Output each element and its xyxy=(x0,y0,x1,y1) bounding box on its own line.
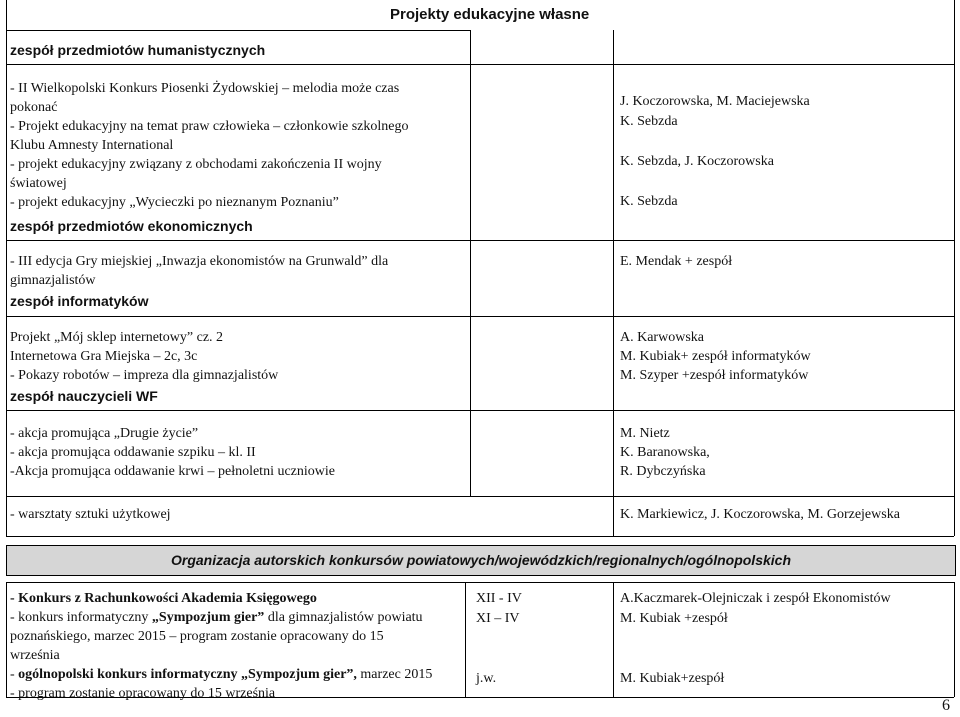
rule xyxy=(6,64,954,65)
person-entry: A.Kaczmarek-Olejniczak i zespół Ekonomistów xyxy=(620,591,891,606)
person-entry: M. Szyper +zespół informatyków xyxy=(620,368,809,383)
rule xyxy=(954,582,955,697)
informatics-items xyxy=(10,328,278,385)
competitions-people-3: M. Kubiak+zespół xyxy=(620,671,725,686)
competition-row-2-prefix: - konkurs informatyczny xyxy=(10,610,152,625)
person-entry: M. Nietz xyxy=(620,426,670,441)
pe-items xyxy=(10,424,335,481)
competition-row-1: - Konkurs z Rachunkowości Akademia Księgowego xyxy=(10,591,317,606)
competitions-items xyxy=(10,589,462,703)
grade-entry: XI – IV xyxy=(476,611,520,626)
rule xyxy=(6,0,7,536)
section-header-economics: zespół przedmiotów ekonomicznych xyxy=(10,218,253,234)
competition-row-3-prefix: - xyxy=(10,667,19,682)
rule xyxy=(6,30,470,31)
economics-people xyxy=(620,252,732,272)
list-item: Projekt „Mój sklep internetowy” cz. 2 xyxy=(10,330,224,345)
section-header-pe: zespół nauczycieli WF xyxy=(10,388,158,404)
rule xyxy=(6,410,954,411)
economics-items xyxy=(10,252,388,290)
rule xyxy=(6,496,954,497)
list-item: - Pokazy robotów – impreza dla gimnazjalistów xyxy=(10,368,279,383)
person-entry: J. Koczorowska, M. Maciejewska xyxy=(620,94,810,109)
competitions-grades xyxy=(476,589,522,629)
rule xyxy=(6,582,7,697)
competition-row-3-line2: - program zostanie opracowany do 15 września xyxy=(10,686,276,701)
rule xyxy=(6,240,954,241)
grade-entry: XII - IV xyxy=(476,591,522,606)
informatics-people xyxy=(620,328,811,385)
competitions-people xyxy=(620,589,891,629)
competition-row-2-line2: poznańskiego, marzec 2015 – program zostanie opracowany do 15 xyxy=(10,629,384,644)
person-entry: R. Dybczyńska xyxy=(620,464,706,479)
person-entry xyxy=(620,132,810,152)
rule xyxy=(954,0,955,536)
competition-row-2-line3: września xyxy=(10,648,60,663)
list-item: Internetowa Gra Miejska – 2c, 3c xyxy=(10,349,198,364)
list-item: - akcja promująca oddawanie szpiku – kl. II xyxy=(10,445,256,460)
person-entry: M. Kubiak +zespół xyxy=(620,611,728,626)
list-item: światowej xyxy=(10,176,67,191)
competitions-grade-3: j.w. xyxy=(476,671,497,686)
person-entry: E. Mendak + zespół xyxy=(620,254,733,269)
list-item: - projekt edukacyjny związany z obchodami zakończenia II wojny xyxy=(10,157,382,172)
list-item: - Projekt edukacyjny na temat praw człowieka – członkowie szkolnego xyxy=(10,119,409,134)
competition-row-2-bold: „Sympozjum gier” xyxy=(151,610,265,625)
list-item: - projekt edukacyjny „Wycieczki po nieznanym Poznaniu” xyxy=(10,195,339,210)
section-header-humanistic: zespół przedmiotów humanistycznych xyxy=(10,42,266,58)
workshops-item: - warsztaty sztuki użytkowej xyxy=(10,507,171,522)
competition-row-2-suffix: dla gimnazjalistów powiatu xyxy=(264,610,423,625)
competitions-band xyxy=(6,545,956,576)
list-item: - II Wielkopolski Konkurs Piosenki Żydowskiej – melodia może czas xyxy=(10,81,400,96)
list-item: - akcja promująca „Drugie życie” xyxy=(10,426,199,441)
humanistic-people xyxy=(620,92,810,212)
rule xyxy=(6,316,954,317)
person-entry: K. Sebzda xyxy=(620,194,678,209)
competition-row-3-bold: ogólnopolski konkurs informatyczny „Sympozjum gier”, xyxy=(18,667,357,682)
list-item: Klubu Amnesty International xyxy=(10,138,174,153)
section-header-informatics: zespół informatyków xyxy=(10,293,149,309)
person-entry: K. Sebzda xyxy=(620,114,678,129)
humanistic-items xyxy=(10,79,408,212)
rule xyxy=(470,30,471,496)
rule xyxy=(613,30,614,536)
list-item: - III edycja Gry miejskiej „Inwazja ekonomistów na Grunwald” dla xyxy=(10,254,389,269)
person-entry: K. Baranowska, xyxy=(620,445,710,460)
list-item: -Akcja promująca oddawanie krwi – pełnoletni uczniowie xyxy=(10,464,335,479)
person-entry: A. Karwowska xyxy=(620,330,704,345)
workshops-people: K. Markiewicz, J. Koczorowska, M. Gorzejewska xyxy=(620,507,900,522)
list-item: gimnazjalistów xyxy=(10,273,96,288)
person-entry: M. Kubiak+ zespół informatyków xyxy=(620,349,811,364)
list-item: pokonać xyxy=(10,100,58,115)
rule xyxy=(613,582,614,697)
competition-row-3-suffix: marzec 2015 xyxy=(356,667,433,682)
rule xyxy=(465,582,466,697)
competitions-band-title: Organizacja autorskich konkursów powiatowych/wojewódzkich/regionalnych/ogólnopolskich xyxy=(171,552,791,568)
person-entry: K. Sebzda, J. Koczorowska xyxy=(620,154,774,169)
table-title: Projekty edukacyjne własne xyxy=(390,6,590,23)
rule xyxy=(6,536,954,537)
competition-row-3 xyxy=(10,665,462,684)
competition-row-2 xyxy=(10,608,462,627)
pe-people xyxy=(620,424,710,481)
rule xyxy=(6,582,954,583)
person-entry xyxy=(620,172,810,192)
page-number: 6 xyxy=(942,697,950,714)
